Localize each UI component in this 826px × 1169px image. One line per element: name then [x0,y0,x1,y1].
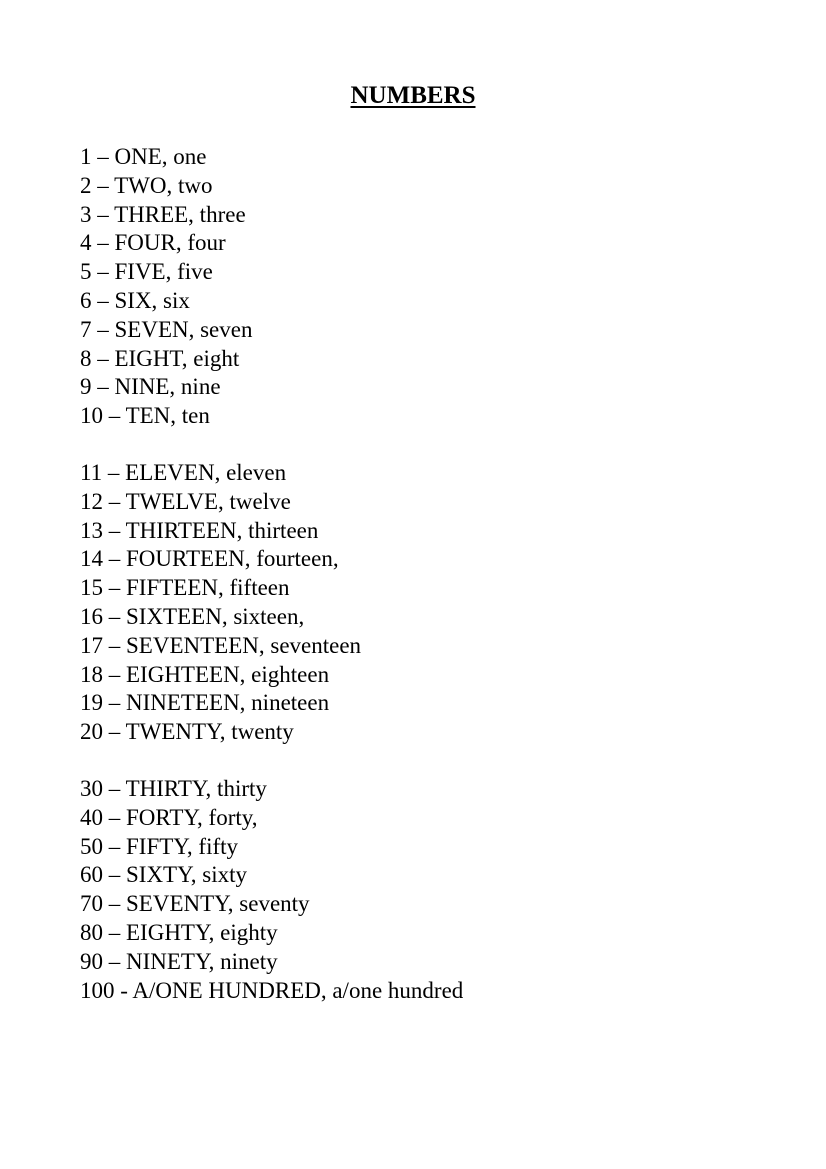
number-line: 20 – TWENTY, twenty [80,719,294,745]
number-line: 80 – EIGHTY, eighty [80,919,278,945]
number-line: 12 – TWELVE, twelve [80,488,291,514]
number-line: 6 – SIX, six [80,287,190,313]
number-line: 13 – THIRTEEN, thirteen [80,517,319,543]
number-line: 9 – NINE, nine [80,374,221,400]
number-line: 5 – FIVE, five [80,259,213,285]
number-line: 15 – FIFTEEN, fifteen [80,575,290,601]
group-1-to-10 [80,143,800,431]
number-line: 19 – NINETEEN, nineteen [80,690,330,716]
page-title: NUMBERS [350,82,476,109]
number-line: 16 – SIXTEEN, sixteen, [80,603,305,629]
number-line: 17 – SEVENTEEN, seventeen [80,632,362,658]
number-line: 30 – THIRTY, thirty [80,775,267,801]
number-line: 70 – SEVENTY, seventy [80,891,310,917]
number-line: 100 - A/ONE HUNDRED, a/one hundred [80,977,464,1003]
number-line: 60 – SIXTY, sixty [80,862,247,888]
number-groups [80,143,800,1033]
number-line: 8 – EIGHT, eight [80,345,240,371]
group-tens [80,775,800,1005]
group-11-to-20 [80,459,800,747]
number-line: 10 – TEN, ten [80,403,210,429]
number-line: 40 – FORTY, forty, [80,804,258,830]
number-line: 1 – ONE, one [80,144,207,169]
number-line: 14 – FOURTEEN, fourteen, [80,546,339,572]
number-line: 7 – SEVEN, seven [80,316,253,342]
number-line: 4 – FOUR, four [80,230,226,256]
number-line: 18 – EIGHTEEN, eighteen [80,661,330,687]
number-line: 2 – TWO, two [80,172,213,198]
number-line: 50 – FIFTY, fifty [80,833,239,859]
number-line: 90 – NINETY, ninety [80,948,278,974]
number-line: 3 – THREE, three [80,201,246,227]
number-line: 11 – ELEVEN, eleven [80,459,287,485]
